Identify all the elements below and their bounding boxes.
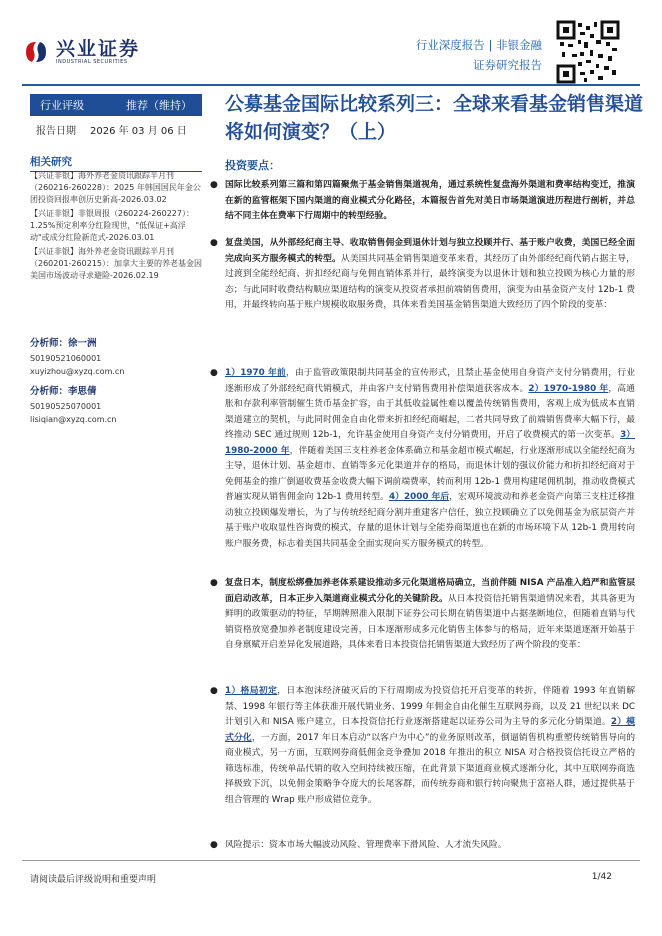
logo-name-cn: 兴业证券	[56, 37, 141, 60]
us-stage-1-text: ，由于监管政策限制共同基金的宣传形式，且禁止基金使用自身资产支付分销费用，行业逐渐形成了外部经纪商代销模式，并由客户支付销售费用补偿渠道获客成本。	[225, 368, 635, 394]
date-label: 报告日期	[36, 126, 76, 137]
company-logo	[22, 38, 140, 66]
related-research-heading: 相关研究	[30, 154, 202, 172]
rating-value: 推荐（维持）	[126, 99, 192, 112]
japan-review-summary: 复盘日本，制度松绑叠加养老体系建设推动多元化渠道格局确立，当前伴随 NISA 产品准入趋严和监管层面启动改革，日本正步入渠道商业模式分化的关键阶段。	[225, 578, 635, 604]
related-research-list	[30, 170, 202, 284]
bullet-icon: ●	[210, 368, 218, 378]
related-item[interactable]: 【兴证非银】非银周报（260224-260227）：1.25%预定利率分红险现世，"低保证+高浮动"或成分红险新范式-2026.03.01	[30, 209, 194, 242]
japan-stage-1-label: 1）格局初定	[225, 686, 278, 696]
logo-mark-icon	[22, 38, 50, 66]
analyst-card	[30, 384, 202, 426]
industry-rating	[30, 94, 202, 116]
analyst-email[interactable]: xuyizhou@xyzq.com.cn	[30, 367, 125, 376]
analyst-name: 分析师：李思倩	[30, 386, 97, 397]
report-category	[416, 36, 542, 76]
paragraph-japan-stages	[225, 684, 635, 808]
us-stage-2-label: 2）1970-1980 年	[528, 383, 609, 394]
us-stage-2-text: ，高通胀和存款利率管制催生货币基金扩容，由于其低收益属性难以覆盖传统销售费用，客观上成为低成本直销渠道建立的契机，与此同时佣金自由化带来折扣经纪商崛起，二者共同导致了前端销售费率大幅下行，最终推动 SEC 通过规则 12b-1，允许基金使用自身资产支付分销费用，开启了收费模式的第一次变革。	[225, 383, 635, 440]
japan-stage-2-text: ，一方面，2017 年日本启动“以客户为中心”的业务原则改革，倒逼销售机构重塑传统销售导向的商业模式，另一方面，互联网券商低佣金竞争叠加 2018 年推出的积立 NISA 对合格投资信托设立严格的筛选标准，传统单品代销的收入空间持续被压缩，在此背景下渠道商业模式逐渐分化，其中互联网券商选择极致下沉，以免佣金策略争夺庞大的长尾客群，而传统券商和银行转向聚焦于富裕人群，通过提供基于组合管理的 Wrap 账户形成错位竞争。	[225, 732, 635, 805]
institute-label: 证券研究报告	[473, 58, 542, 72]
analyst-id: S0190525070001	[30, 402, 102, 411]
us-review-detail: 从美国共同基金销售渠道变革来看，其经历了由外部经纪商代销占据主导，过渡到全能经纪商、折扣经纪商与免佣直销体系并行，最终演变为以退休计划和独立投顾为核心力量的形态；与此同时收费结构顺应渠道结构的演变从投资者承担前端销售费用，演变为由基金资产支付 12b-1 费用，并最终转向基于账户规模收取服务费，具体来看美国基金销售渠道大致经历了四个阶段的变革：	[225, 253, 635, 310]
intro-text: 国际比较系列第三篇和第四篇聚焦于基金销售渠道视角，通过系统性复盘海外渠道和费率结构变迁，推演在新的监管框架下国内渠道的商业模式分化路径，本篇报告首先对美日市场渠道演进历程进行剖析，并总结不同主体在费率下行周期中的转型经验。	[225, 180, 635, 221]
bullet-icon: ●	[210, 686, 218, 696]
rating-label: 行业评级	[40, 99, 84, 112]
analyst-email[interactable]: lisiqian@xyzq.com.cn	[30, 415, 117, 424]
paragraph-us-review	[225, 236, 635, 314]
bullet-icon: ●	[210, 840, 218, 850]
date-value: 2026 年 03 月 06 日	[90, 126, 187, 137]
analyst-card	[30, 336, 202, 378]
bullet-icon: ●	[210, 578, 218, 588]
japan-stage-2-label: 2）模式分化	[225, 717, 635, 743]
us-stage-3-label: 3）1980-2000 年	[225, 430, 635, 456]
header-divider	[22, 84, 640, 86]
analyst-id: S0190521060001	[30, 354, 102, 363]
us-stage-4-label: 4）2000 年后	[388, 492, 450, 502]
report-type: 行业深度报告 | 非银金融	[415, 38, 542, 52]
bullet-icon: ●	[210, 238, 218, 248]
report-title: 公募基金国际比较系列三：全球来看基金销售渠道将如何演变？（上）	[225, 93, 644, 143]
paragraph-japan-review	[225, 576, 635, 654]
key-points-heading: 投资要点：	[225, 159, 280, 172]
related-item[interactable]: 【兴证非银】海外养老金资讯跟踪半月刊（260201-260215）：加拿大主要的养老基金因美国市场波动寻求避险-2026.02.19	[30, 247, 202, 280]
footer-disclaimer[interactable]: 请阅读最后评级说明和重要声明	[30, 875, 157, 885]
us-stage-1-label: 1）1970 年前	[225, 368, 286, 378]
us-review-summary: 复盘美国，从外部经纪商主导、收取销售佣金到退休计划与独立投顾并行、基于账户收费，美国已经全面完成向买方服务模式的转型。	[225, 238, 635, 264]
logo-name-en: INDUSTRIAL SECURITIES	[56, 58, 128, 65]
bullet-icon: ●	[210, 180, 218, 190]
paragraph-us-stages	[225, 366, 635, 552]
related-item[interactable]: 【兴证非银】海外养老金资讯跟踪半月刊（260216-260228）：2025 年韩国国民年金公团投资回报率创历史新高-2026.03.02	[30, 171, 201, 204]
us-stage-4-text: ，宏观环境波动和养老金资产向第三支柱迁移推动独立投顾爆发增长，为了与传统经纪商分割并重建客户信任，独立投顾确立了以免佣基金为底层资产并基于账户收取显性咨询费的模式，存量的退休计划与全能券商渠道也在新的市场环境下从 12b-1 费用转向账户服务费，标志着美国共同基金全面实现向买方服务模式的转型。	[225, 492, 635, 549]
risk-warning: 风险提示：资本市场大幅波动风险、管理费率下滑风险、人才流失风险。	[225, 840, 507, 850]
footer-divider	[22, 860, 640, 861]
japan-review-detail: 从日本投资信托销售渠道情况来看，其具备更为鲜明的政策驱动的特征，早期牌照准入限制下证券公司长期在销售渠道中占据垄断地位，但随着直销与代销资格放宽叠加养老制度建设完善，日本逐渐形成多元化销售主体参与的格局，近年来渠道逐渐开始基于自身禀赋开启差异化发展道路，具体来看日本投资信托销售渠道大致经历了两个阶段的变革：	[225, 593, 635, 650]
report-date	[36, 122, 201, 137]
qr-code-icon	[556, 20, 620, 84]
us-stage-3-text: ，伴随着美国三支柱养老金体系确立和基金超市模式崛起，行业逐渐形成以全能经纪商为主导，退休计划、基金超市、直销等多元化渠道并存的格局，而退休计划的强议价能力和折扣经纪商对于免佣基金的推广倒逼收费基金收费大幅下调前端费率，转而利用 12b-1 费用构建尾佣机制，推动收费模式普遍实现从销售佣金向 12b-1 费用转型。	[225, 445, 635, 502]
page-number: 1/42	[591, 872, 612, 882]
paragraph-intro	[225, 178, 635, 225]
analyst-name: 分析师：徐一洲	[30, 338, 97, 349]
japan-stage-1-text: ，日本泡沫经济破灭后的下行周期成为投资信托开启变革的转折，伴随着 1993 年直销解禁、1998 年银行等主体获准开展代销业务、1999 年佣金自由化催生互联网券商，以及 21 世纪以来 DC 计划引入和 NISA 账户建立，日本投资信托行业逐渐搭建起以证券公司为主导的多元化分销渠道。	[225, 686, 635, 727]
